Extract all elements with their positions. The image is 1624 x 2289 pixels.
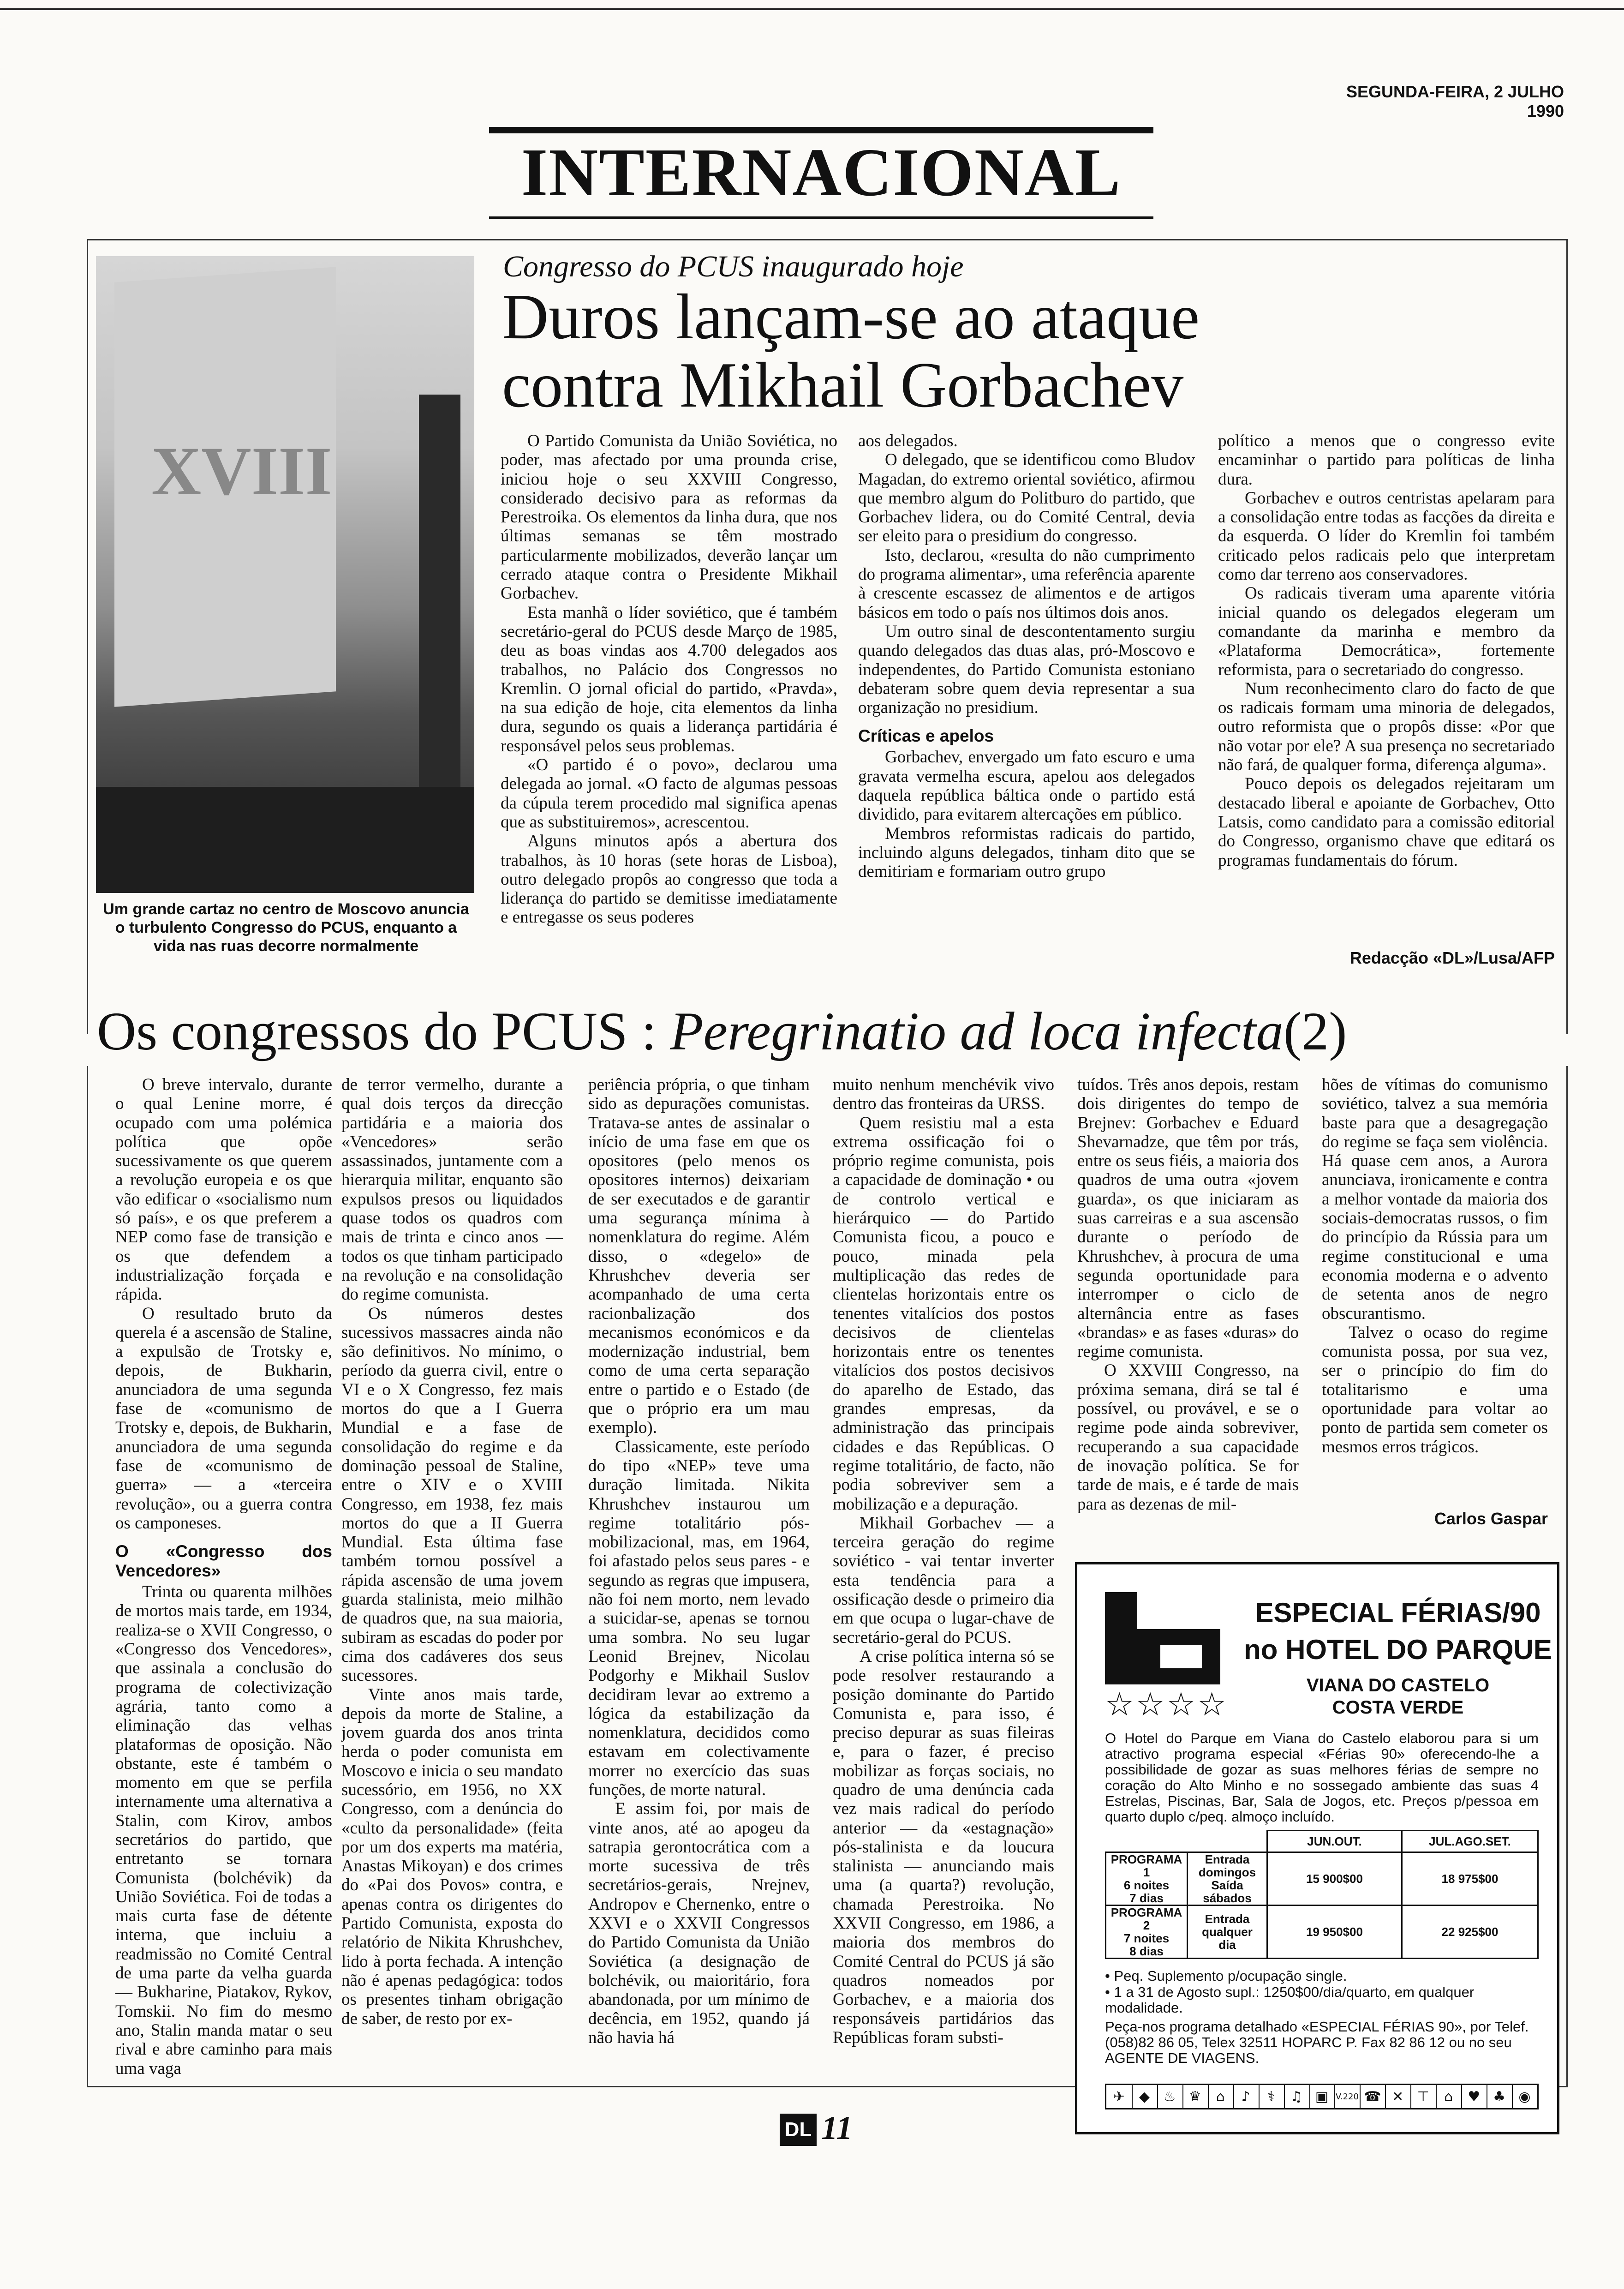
- ad-hotel-name: no HOTEL DO PARQUE: [1244, 1634, 1552, 1665]
- paragraph: periência própria, o que tinham sido as depurações comunistas. Tratava-se antes de assinalar o início de uma fase em que os opositores (pelo menos os opositores internos) deixariam de ser executados e de garantir uma segurança mínima à nomenklatura do regime. Além disso, o «degelo» de Khrushchev deveria ser acompanhado de uma certa racionbalização dos mecanismos económicos e da modernização industrial, bem como de uma certa separação entre o partido e o Estado (de que o próprio era um mau exemplo).: [588, 1075, 810, 1438]
- amenity-icon: ▣: [1309, 2085, 1336, 2108]
- article2-byline: Carlos Gaspar: [1434, 1509, 1548, 1528]
- article2-column-4: [833, 1075, 1054, 2047]
- amenity-icon: ♪: [1233, 2085, 1260, 2108]
- amenity-icon: V.220: [1334, 2085, 1361, 2108]
- footer-logo: [780, 2114, 817, 2146]
- paragraph: Talvez o ocaso do regime comunista possa, por sua vez, ser o princípio do fim do totalitarismo e uma oportunidade para voltar ao ponto de partida sem cometer os mesmos erros trágicos.: [1322, 1323, 1548, 1456]
- article2-column-1: [115, 1075, 332, 2078]
- ad-note: • 1 a 31 de Agosto supl.: 1250$00/dia/quarto, em qualquer modalidade.: [1105, 1984, 1475, 2016]
- photo-crowd: [96, 787, 474, 893]
- table-header: JUN.OUT.: [1266, 1830, 1403, 1853]
- table-cell-price: 15 900$00: [1266, 1852, 1403, 1906]
- paragraph: Um outro sinal de descontentamento surgiu quando delegados das duas alas, pró-Moscovo e independentes, do Partido Comunista estoniano debateram sobre quem devia representar a sua organização no presidium.: [858, 622, 1195, 718]
- headline-italic: Peregrinatio ad loca infecta: [670, 1001, 1284, 1061]
- article-kicker: Congresso do PCUS inaugurado hoje: [503, 250, 964, 283]
- photo-tower: [419, 395, 460, 810]
- ad-location1: VIANA DO CASTELO: [1306, 1675, 1490, 1696]
- paragraph: O Partido Comunista da União Soviética, no poder, mas afectado por uma prounda crise, iniciou hoje o seu XXVIII Congresso, considerado decisivo para as reformas da Perestroika. Os elementos da linha dura, que nos últimas semanas se têm mostrado particularmente mobilizados, deverão lançar um cerrado ataque contra o Presidente Mikhail Gorbachev.: [501, 431, 837, 603]
- article1-column-1: [501, 431, 837, 927]
- section-title: INTERNACIONAL: [521, 135, 1122, 210]
- footer-logo-text: DL: [784, 2118, 812, 2141]
- paragraph: político a menos que o congresso evite encaminhar o partido para políticas de linha dura.: [1218, 431, 1555, 489]
- amenity-icon: ♛: [1182, 2085, 1209, 2108]
- table-header: JUL.AGO.SET.: [1401, 1830, 1539, 1853]
- article2-column-2: [341, 1075, 563, 2028]
- table-cell-price: 22 925$00: [1401, 1905, 1539, 1959]
- news-photo: [96, 256, 474, 893]
- table-cell-entry: Entrada qualquer dia: [1187, 1905, 1268, 1959]
- ad-note: • Peq. Suplemento p/ocupação single.: [1105, 1968, 1347, 1984]
- paragraph: hões de vítimas do comunismo soviético, talvez a sua memória baste para que a desagregação do regime se faça sem violência. Há quase cem anos, a Aurora anunciava, ironicamente e contra a melhor vontade da maioria dos sociais-democratas russos, o fim do princípio da Rússia para um regime constitucional e uma economia moderna e o advento de setenta anos de negro obscurantismo.: [1322, 1075, 1548, 1323]
- paragraph: Gorbachev, envergado um fato escuro e uma gravata vermelha escura, apelou aos delegados daquela república báltica onde o partido está dividido, para evitarem altercações em público.: [858, 748, 1195, 824]
- article1-column-2: [858, 431, 1195, 881]
- article2-column-6: [1322, 1075, 1548, 1456]
- hotel-logo: [1105, 1592, 1220, 1684]
- paragraph: Gorbachev e outros centristas apelaram para a consolidação entre todas as facções da direita e da esquerda. O líder do Kremlin foi também criticado pelos radicais pelo que interpretam como dar terreno aos conservadores.: [1218, 488, 1555, 584]
- paragraph: Vinte anos mais tarde, depois da morte de Staline, a jovem guarda dos anos trinta herda o poder comunista em Moscovo e inicia o seu mandato sucessório, em 1956, no XX Congresso, com a denúncia do «culto da personalidade» (feita por um dos experts ma matéria, Anastas Mikoyan) e dos crimes do «Pai dos Povos» contra, e apenas contra os dirigentes do Partido Comunista, exposta do relatório de Nikita Khrushchev, lido à porta fechada. A intenção não é apenas pedagógica: todos os presentes tinham obrigação de saber, de resto por ex-: [341, 1685, 563, 2028]
- ad-contact: Peça-nos programa detalhado «ESPECIAL FÉRIAS 90», por Telef. (058)82 86 05, Telex 32511 HOPARC P. Fax 82 86 12 ou no seu AGENTE DE VIAGENS.: [1105, 2019, 1529, 2066]
- amenity-icon: ⊤: [1410, 2085, 1437, 2108]
- table-cell-entry: Entrada domingos Saída sábados: [1187, 1852, 1268, 1906]
- headline-plain: Os congressos do PCUS :: [97, 1001, 670, 1061]
- table-cell-program: PROGRAMA 2 7 noites 8 dias: [1105, 1905, 1188, 1959]
- ad-title: ESPECIAL FÉRIAS/90: [1255, 1597, 1541, 1628]
- amenity-icon: ◉: [1512, 2085, 1538, 2108]
- paragraph: muito nenhum menchévik vivo dentro das fronteiras da URSS.: [833, 1075, 1054, 1114]
- table-cell-price: 19 950$00: [1266, 1905, 1403, 1959]
- paragraph: Isto, declarou, «resulta do não cumprimento do programa alimentar», uma referência aparente à crescente escassez de alimentos e de artigos básicos em todo o país nos últimos dois anos.: [858, 545, 1195, 622]
- amenity-icon: ♥: [1461, 2085, 1487, 2108]
- amenity-icon: ✕: [1385, 2085, 1411, 2108]
- paragraph: «O partido é o povo», declarou uma delegada ao jornal. «O facto de algumas pessoas da cúpula terem procedido mal significa apenas que as substituiremos», acrescentou.: [501, 755, 837, 832]
- article-headline-line1: Duros lançam-se ao ataque: [502, 281, 1200, 353]
- paragraph: O XXVIII Congresso, na próxima semana, dirá se tal é possível, ou provável, e se o regime pode ainda sobreviver, recuperando a sua capacidade de inovação política. Se for tarde de mais, e é tarde de mais para as dezenas de mil-: [1077, 1361, 1299, 1514]
- article2-column-5: [1077, 1075, 1299, 1514]
- amenity-icon: ♨: [1157, 2085, 1183, 2108]
- hotel-advertisement: [1075, 1562, 1559, 2134]
- amenity-icon: ◆: [1132, 2085, 1158, 2108]
- paragraph: Mikhail Gorbachev — a terceira geração do regime soviético - vai tentar inverter esta tendência para a ossificação desde o primeiro dia em que ocupa o lugar-chave de secretário-geral do PCUS.: [833, 1513, 1054, 1647]
- page-number: 11: [821, 2109, 853, 2146]
- article2-column-3: [588, 1075, 810, 2047]
- ad-intro: O Hotel do Parque em Viana do Castelo elaborou para si um atractivo programa especial «Férias 90» oferecendo-lhe a possibilidade de gozar as suas melhores férias de sempre no coração do Alto Minho e no sossegado ambiente das suas 4 Estrelas, Piscinas, Bar, Sala de Jogos, etc. Preços p/pessoa em quarto duplo c/peq. almoço incluído.: [1105, 1730, 1539, 1825]
- star-rating-icon: ☆☆☆☆: [1105, 1685, 1229, 1723]
- paragraph: Esta manhã o líder soviético, que é também secretário-geral do PCUS desde Março de 1985, deu as boas vindas aos 4.700 delegados aos trabalhos, no Palácio dos Congressos no Kremlin. O jornal oficial do partido, «Pravda», na sua edição de hoje, cita elementos da linha dura, segundo os quais a liderança partidária é responsável pelos seus problemas.: [501, 603, 837, 755]
- paragraph: Quem resistiu mal a esta extrema ossificação foi o próprio regime comunista, pois a capacidade de dominação • ou de controlo vertical e hierárquico — do Partido Comunista ficou, a pouco e pouco, minada pela multiplicação das redes de clientelas horizontais entre os tenentes vitalícios dos postos decisivos de clientelas horizontais entre os tenentes vitalícios dos postos decisivos do aparelho de Estado, das grandes empresas, da administração das principais cidades e das Repúblicas. O regime totalitário, de facto, não podia sobreviver sem a mobilização e a depuração.: [833, 1113, 1054, 1514]
- amenity-icon: ⚕: [1259, 2085, 1285, 2108]
- paragraph: Membros reformistas radicais do partido, incluindo alguns delegados, tinham dito que se demitiriam e formariam outro grupo: [858, 824, 1195, 881]
- amenity-icon: ☎: [1360, 2085, 1386, 2108]
- photo-caption: Um grande cartaz no centro de Moscovo anuncia o turbulento Congresso do PCUS, enquanto a vida nas ruas decorre normalmente: [103, 900, 469, 955]
- paragraph: O resultado bruto da querela é a ascensão de Staline, a expulsão de Trotsky e, depois, de Bukharin, anunciadora de uma segunda fase de «comunismo de Trotsky e, depois, de Bukharin, anunciadora de uma segunda fase de «comunismo de guerra» — a «terceira revolução», ou a guerra contra os camponeses.: [115, 1304, 332, 1533]
- paragraph: Pouco depois os delegados rejeitaram um destacado liberal e apoiante de Gorbachev, Otto Latsis, como candidato para a comissão editorial do Congresso, organismo chave que editará os programas fundamentais do fórum.: [1218, 774, 1555, 870]
- subheading: Críticas e apelos: [858, 726, 994, 746]
- table-cell-program: PROGRAMA 1 6 noites 7 dias: [1105, 1852, 1188, 1906]
- paragraph: E assim foi, por mais de vinte anos, até ao apogeu da satrapia gerontocrática com a morte sucessiva de três secretários-gerais, Nrejnev, Andropov e Chernenko, entre o XXVI e o XXVII Congressos do Partido Comunista da União Soviética (a designação de bolchévik, ou maioritário, fora abandonada, por um mínimo de decência, em 1952, quando já não havia há: [588, 1799, 810, 2047]
- section-banner: [489, 127, 1153, 219]
- photo-sign-text: XVIII: [151, 433, 332, 509]
- amenity-icon: ♣: [1487, 2085, 1513, 2108]
- paragraph: Num reconhecimento claro do facto de que os radicais formam uma minoria de delegados, outro reformista que o propôs disse: «Por que não votar por ele? A sua presença no secretariado não fará, de qualquer forma, diferença alguma».: [1218, 679, 1555, 775]
- subheading: O «Congresso dos Vencedores»: [115, 1542, 332, 1581]
- paragraph: O delegado, que se identificou como Bludov Magadan, do extremo oriental soviético, afirmou que membro algum do Politburo do partido, que Gorbachev lidera, ou do Comité Central, devia ser eleito para o presidium do congresso.: [858, 450, 1195, 546]
- ad-location2: COSTA VERDE: [1332, 1697, 1464, 1718]
- table-cell-price: 18 975$00: [1401, 1852, 1539, 1906]
- article-headline-line2: contra Mikhail Gorbachev: [502, 349, 1184, 421]
- amenity-icon: ⌂: [1208, 2085, 1234, 2108]
- paragraph: Classicamente, este período do tipo «NEP» teve uma duração limitada. Nikita Khrushchev instaurou um regime totalitário pós-mobilizacional, mas, em 1964, foi afastado pelos seus pares - e segundo as regras que impusera, não foi nem morto, nem levado a suicidar-se, apenas se tornou uma sombra. No seu lugar Leonid Brejnev, Nicolau Podgorhy e Mikhail Suslov decidiram levar ao extremo a lógica da estabilização da nomenklatura, decididos como estavam em colectivamente morrer no exercício das suas funções, de morte natural.: [588, 1437, 810, 1799]
- top-rule: [0, 8, 1624, 10]
- article1-byline: Redacção «DL»/Lusa/AFP: [1349, 948, 1555, 967]
- paragraph: Alguns minutos após a abertura dos trabalhos, às 10 horas (sete horas de Lisboa), outro delegado propôs ao congresso que toda a liderança do partido se demitisse imediatamente e entregasse os seus poderes: [501, 832, 837, 927]
- paragraph: de terror vermelho, durante a qual dois terços da direcção partidária e a maioria dos «Vencedores» serão assassinados, juntamente com a hierarquia militar, enquanto são expulsos presos ou liquidados quase todos os quadros com mais de trinta e cinco anos — todos os que tinham participado na revolução e na consolidação do regime comunista.: [341, 1075, 563, 1304]
- article2-headline: [97, 999, 1347, 1064]
- paragraph: aos delegados.: [858, 431, 958, 450]
- price-table: [1105, 1830, 1539, 1959]
- paragraph: tuídos. Três anos depois, restam dois dirigentes do tempo de Brejnev: Gorbachev e Eduard Shevarnadze, que têm por trás, entre os seus fiéis, a maioria dos quadros de uma outra «jovem guarda», os que iniciaram as suas carreiras e a sua ascensão durante o período de Khrushchev, à procura de uma segunda oportunidade para interromper o ciclo de alternância entre as fases «brandas» e as fases «duras» do regime comunista.: [1077, 1075, 1299, 1361]
- issue-date: SEGUNDA-FEIRA, 2 JULHO 1990: [1346, 82, 1564, 120]
- article1-column-3: [1218, 431, 1555, 870]
- amenity-icon: ⌂: [1436, 2085, 1462, 2108]
- paragraph: A crise política interna só se pode resolver restaurando a posição dominante do Partido Comunista e, para isso, é preciso depurar as suas fileiras e, para o fazer, é preciso mobilizar as forças sociais, no quadro de uma denúncia cada vez mais radical do período anterior — da «estagnação» pós-stalinista e da loucura stalinista — anunciando mais uma (a quarta?) revolução, chamada Perestroika. No XXVII Congresso, em 1986, a maioria dos membros do Comité Central do PCUS já são quadros nomeados por Gorbachev, e a maioria dos responsáveis partidários das Repúblicas foram substi-: [833, 1647, 1054, 2047]
- paragraph: Os números destes sucessivos massacres ainda não são definitivos. No mínimo, o período da guerra civil, entre o VI e o X Congresso, fez mais mortos do que a I Guerra Mundial e a fase de consolidação do regime e da dominação pessoal de Staline, entre o XIV e o XVIII Congresso, em 1938, fez mais mortos do que a II Guerra Mundial. Esta última fase também tornou possível a rápida ascensão de uma jovem guarda stalinista, meio milhão de quadros que, na sua maioria, subiram as escadas do poder por cima dos cadáveres dos seus sucessores.: [341, 1304, 563, 1685]
- amenity-icon: ♫: [1284, 2085, 1310, 2108]
- headline-tail: (2): [1283, 1001, 1347, 1061]
- amenity-icon-strip: [1105, 2084, 1539, 2109]
- paragraph: Os radicais tiveram uma aparente vitória inicial quando os delegados elegeram um comandante da marinha e membro da «Plataforma Democrática», fortemente reformista, para o secretariado do congresso.: [1218, 584, 1555, 679]
- paragraph: O breve intervalo, durante o qual Lenine morre, é ocupado com uma polémica política que opõe sucessivamente os que querem a revolução europeia e os que vão edificar o «socialismo num só país», e os que preferem a NEP como fase de transição e os que defendem a industrialização forçada e rápida.: [115, 1075, 332, 1304]
- paragraph: Trinta ou quarenta milhões de mortos mais tarde, em 1934, realiza-se o XVII Congresso, o «Congresso dos Vencedores», que assinala a conclusão do programa de colectivização agrária, tanto como a eliminação das velhas plataformas de oposição. Não obstante, este é também o momento em que se perfila internamente uma alternativa a Stalin, com Kirov, ambos secretários do partido, que entretanto se tornara Comunista (bolchévik) da União Soviética. Foi de todas a mais curta fase de détente interna, que incluiu a readmissão no Comité Central de uma parte da velha guarda — Bukharine, Piatakov, Rykov, Tomskii. No fim do mesmo ano, Stalin manda matar o seu rival e abre caminho para mais uma vaga: [115, 1582, 332, 2078]
- amenity-icon: ✈: [1106, 2085, 1133, 2108]
